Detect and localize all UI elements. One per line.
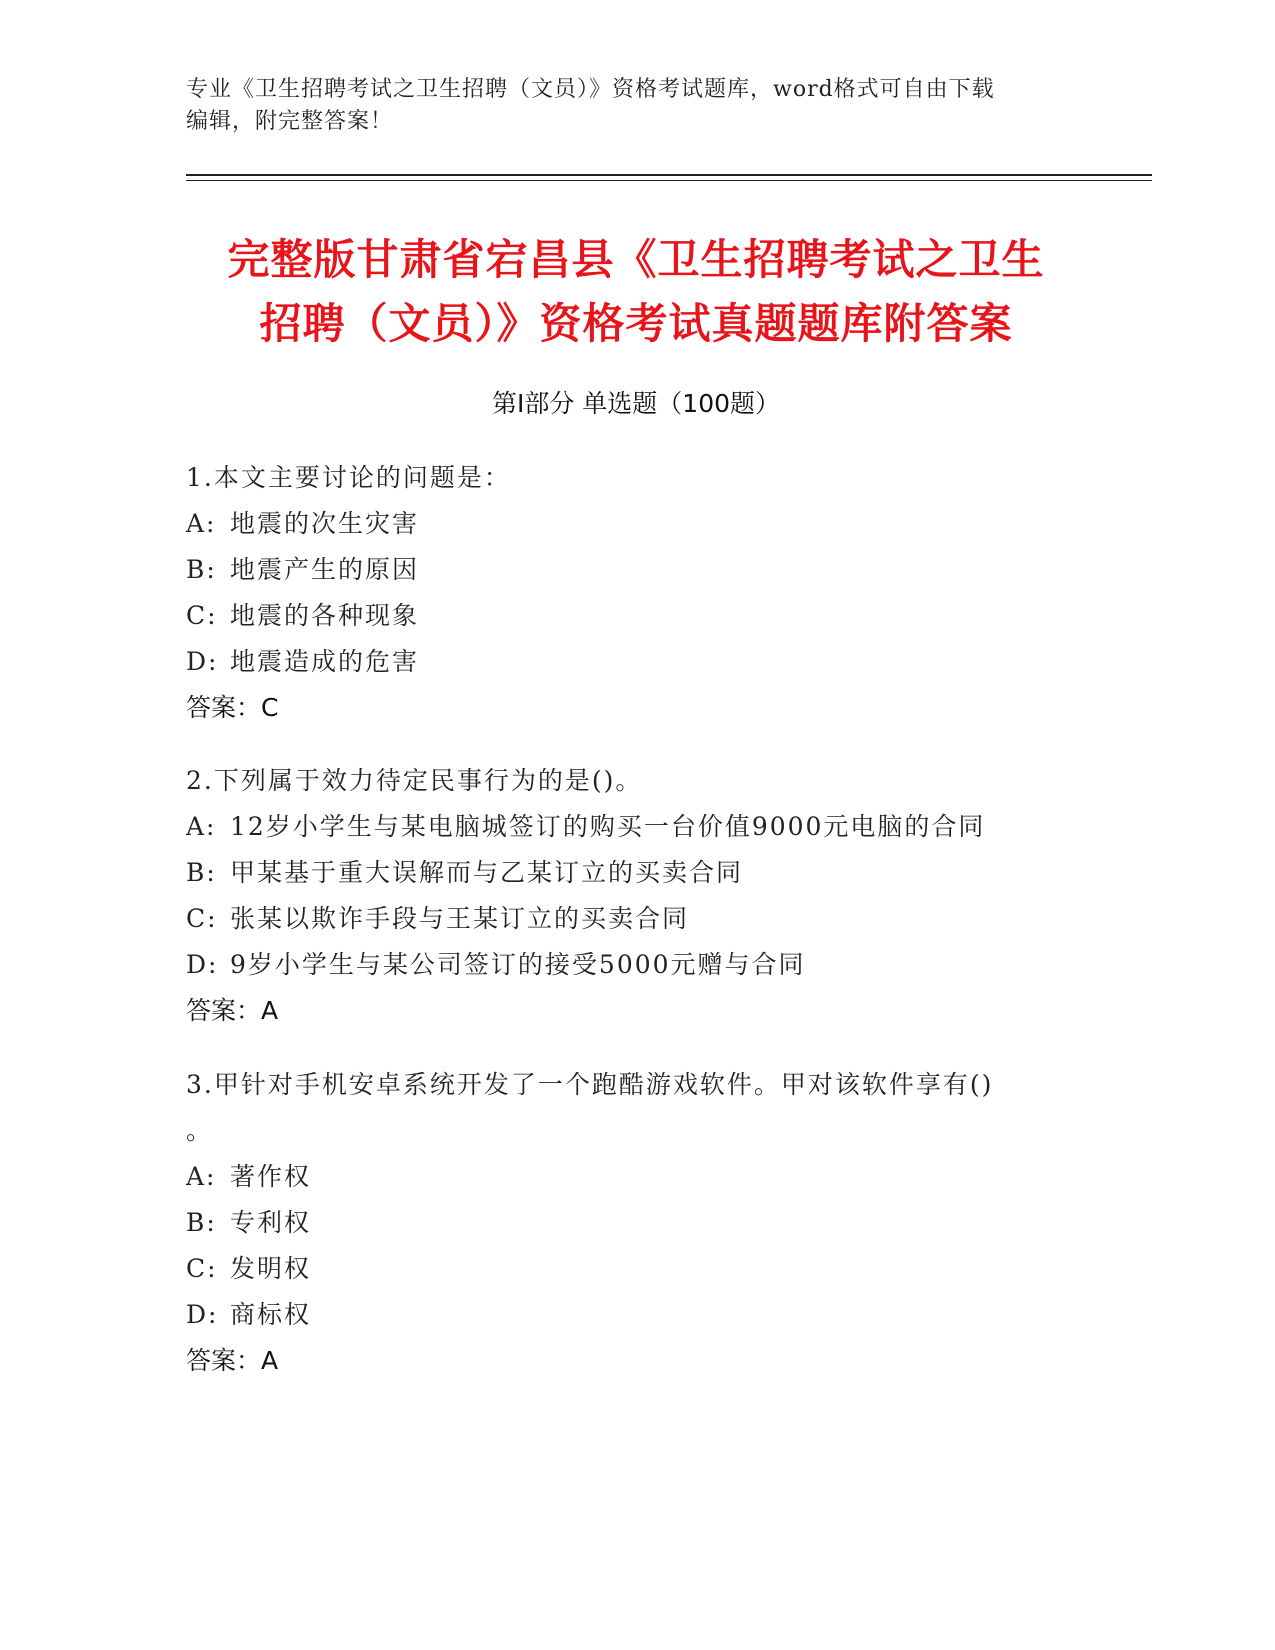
question-option <box>186 804 1086 850</box>
question-option <box>186 1246 1086 1292</box>
document-title-line: 招聘（文员）》资格考试真题题库附答案 <box>259 299 1013 348</box>
option-text: 地震的各种现象 <box>230 601 420 630</box>
question-block <box>186 455 1086 731</box>
header-divider-thick <box>186 174 1152 176</box>
question-stem: 1.本文主要讨论的问题是： <box>186 463 511 492</box>
document-title-line: 完整版甘肃省宕昌县《卫生招聘考试之卫生 <box>227 235 1045 284</box>
question-option <box>186 942 1086 988</box>
question-option <box>186 501 1086 547</box>
option-letter: D: <box>186 950 219 979</box>
option-letter: B: <box>186 858 217 887</box>
option-text: 张某以欺诈手段与王某订立的买卖合同 <box>230 904 690 933</box>
option-letter: C: <box>186 904 218 933</box>
option-letter: A: <box>186 509 217 538</box>
question-option <box>186 896 1086 942</box>
option-letter: C: <box>186 1254 218 1283</box>
option-text: 专利权 <box>230 1208 312 1237</box>
option-text: 地震产生的原因 <box>230 555 420 584</box>
question-block <box>186 1062 1086 1384</box>
header-note-line: 专业《卫生招聘考试之卫生招聘（文员）》资格考试题库，word格式可自由下载 <box>186 77 995 102</box>
header-divider-thin <box>186 180 1152 181</box>
header-note <box>186 74 1086 138</box>
question-option <box>186 1292 1086 1338</box>
option-text: 地震的次生灾害 <box>230 509 420 538</box>
option-text: 地震造成的危害 <box>230 647 420 676</box>
question-stem: 2.下列属于效力待定民事行为的是()。 <box>186 766 643 795</box>
option-text: 发明权 <box>230 1254 312 1283</box>
option-letter: D: <box>186 647 219 676</box>
document-title <box>186 228 1086 356</box>
option-letter: C: <box>186 601 218 630</box>
question-option <box>186 850 1086 896</box>
question-stem-continuation: 。 <box>186 1116 214 1145</box>
section-title: 第Ⅰ部分 单选题（100题） <box>491 389 781 418</box>
question-answer: 答案：A <box>186 1346 279 1375</box>
question-option <box>186 1154 1086 1200</box>
question-option <box>186 1200 1086 1246</box>
option-text: 著作权 <box>230 1162 312 1191</box>
option-text: 9岁小学生与某公司签订的接受5000元赠与合同 <box>230 950 806 979</box>
option-text: 甲某基于重大误解而与乙某订立的买卖合同 <box>230 858 744 887</box>
option-letter: B: <box>186 555 217 584</box>
question-stem: 3.甲针对手机安卓系统开发了一个跑酷游戏软件。甲对该软件享有() <box>186 1070 994 1099</box>
question-block <box>186 758 1086 1034</box>
question-option <box>186 639 1086 685</box>
option-letter: A: <box>186 1162 217 1191</box>
option-letter: D: <box>186 1300 219 1329</box>
option-letter: A: <box>186 812 217 841</box>
question-answer: 答案：C <box>186 693 279 722</box>
question-option <box>186 593 1086 639</box>
question-option <box>186 547 1086 593</box>
option-text: 12岁小学生与某电脑城签订的购买一台价值9000元电脑的合同 <box>230 812 986 841</box>
option-letter: B: <box>186 1208 217 1237</box>
question-answer: 答案：A <box>186 996 279 1025</box>
header-note-line: 编辑，附完整答案！ <box>186 109 394 134</box>
option-text: 商标权 <box>230 1300 312 1329</box>
